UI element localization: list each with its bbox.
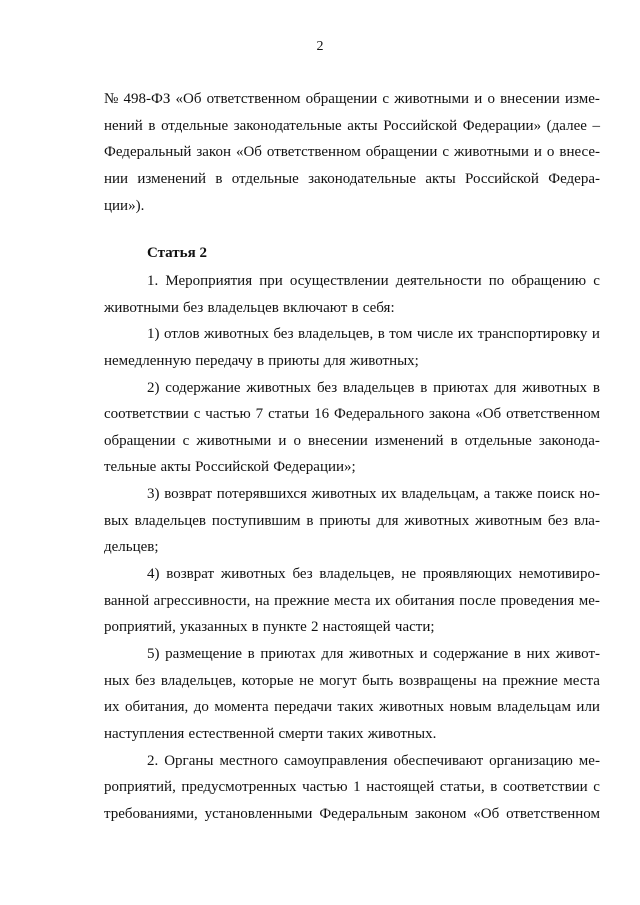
paragraph-line: 2. Органы местного самоуправления обеспечивают организацию ме- <box>147 752 600 769</box>
intro-line: ции»). <box>104 197 145 214</box>
intro-paragraph <box>104 86 600 219</box>
paragraph-line: ванной агрессивности, на прежние места их обитания после проведения ме- <box>104 592 600 609</box>
paragraph-line: животными без владельцев включают в себя: <box>104 299 395 316</box>
paragraph-line: требованиями, установленными Федеральным законом «Об ответственном <box>104 805 600 822</box>
paragraph-line: 2) содержание животных без владельцев в приютах для животных в <box>147 379 600 396</box>
page-number: 2 <box>316 39 324 54</box>
paragraph-line: дельцев; <box>104 539 159 556</box>
paragraph-line: 1. Мероприятия при осуществлении деятельности по обращению с <box>147 273 600 289</box>
paragraph-line: 3) возврат потерявшихся животных их владельцам, а также поиск но- <box>147 486 600 503</box>
paragraph-line: обращении с животными и о внесении изменений в отдельные законода- <box>104 432 600 449</box>
intro-line: нений в отдельные законодательные акты Российской Федерации» (далее – <box>104 117 600 134</box>
article-heading: Статья 2 <box>147 245 207 261</box>
paragraph-line: немедленную передачу в приюты для животных; <box>104 352 419 369</box>
intro-line: нии изменений в отдельные законодательные акты Российской Федера- <box>104 170 600 187</box>
paragraph-line: роприятий, предусмотренных частью 1 настоящей статьи, в соответствии с <box>104 779 600 796</box>
paragraph-line: их обитания, до момента передачи таких животных новым владельцам или <box>104 699 600 716</box>
paragraph-line: роприятий, указанных в пункте 2 настоящей части; <box>104 619 435 636</box>
paragraph-line: ных без владельцев, которые не могут быть возвращены на прежние места <box>104 672 600 689</box>
paragraph-line: 1) отлов животных без владельцев, в том числе их транспортировку и <box>147 326 600 343</box>
intro-line: № 498-ФЗ «Об ответственном обращении с животными и о внесении изме- <box>104 91 600 107</box>
paragraph-line: соответствии с частью 7 статьи 16 Федерального закона «Об ответственном <box>104 406 600 423</box>
paragraph-line: 5) размещение в приютах для животных и содержание в них живот- <box>147 645 600 662</box>
article-body <box>104 268 600 827</box>
paragraph-line: 4) возврат животных без владельцев, не проявляющих немотивиро- <box>147 566 600 583</box>
paragraph-line: наступления естественной смерти таких животных. <box>104 725 437 742</box>
intro-line: Федеральный закон «Об ответственном обращении с животными и о внесе- <box>104 144 600 161</box>
paragraph-line: вых владельцев поступившим в приюты для животных животным без вла- <box>104 512 600 529</box>
paragraph-line: тельные акты Российской Федерации»; <box>104 459 356 476</box>
